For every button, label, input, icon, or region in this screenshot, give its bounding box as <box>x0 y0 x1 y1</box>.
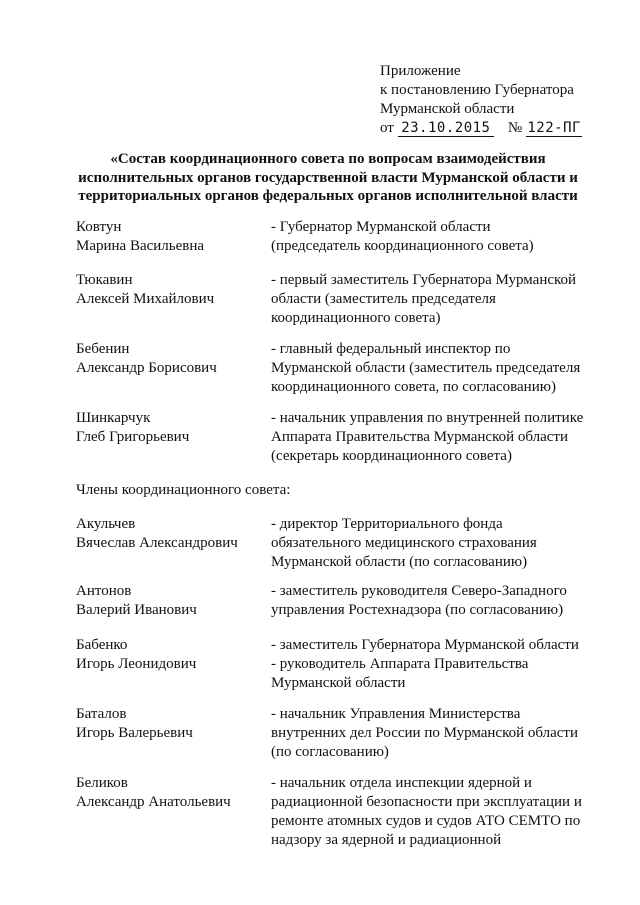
header-line-appendix: Приложение <box>380 63 461 79</box>
role-line: координационного совета) <box>271 310 441 326</box>
person-surname: Бабенко <box>76 637 128 653</box>
person-name <box>76 271 256 309</box>
role-line: управления Ростехнадзора (по согласованию) <box>271 602 564 618</box>
person-name <box>76 774 256 812</box>
role-line: координационного совета, по согласованию) <box>271 379 556 395</box>
person-name <box>76 636 256 674</box>
role-line: Мурманской области (по согласованию) <box>271 554 528 570</box>
members-heading: Члены координационного совета: <box>76 482 291 498</box>
person-given-name: Игорь Валерьевич <box>76 725 193 741</box>
person-role <box>271 340 616 397</box>
person-role <box>271 218 616 256</box>
role-line: (председатель координационного совета) <box>271 238 534 254</box>
role-line: ремонте атомных судов и судов АТО СЕМТО по <box>271 813 581 829</box>
role-line: радиационной безопасности при эксплуатации и <box>271 794 582 810</box>
role-line: надзору за ядерной и радиационной <box>271 832 502 848</box>
person-given-name: Марина Васильевна <box>76 238 205 254</box>
person-name <box>76 218 256 256</box>
role-line: обязательного медицинского страхования <box>271 535 537 551</box>
role-line: (секретарь координационного совета) <box>271 448 512 464</box>
role-line: Аппарата Правительства Мурманской области <box>271 429 569 445</box>
person-role <box>271 271 616 328</box>
person-role <box>271 515 616 572</box>
person-given-name: Валерий Иванович <box>76 602 197 618</box>
person-name <box>76 515 256 553</box>
person-surname: Беликов <box>76 775 128 791</box>
person-name <box>76 409 256 447</box>
role-line: - первый заместитель Губернатора Мурманской <box>271 272 577 288</box>
person-given-name: Глеб Григорьевич <box>76 429 190 445</box>
header-line-date-number <box>380 119 630 138</box>
person-name <box>76 582 256 620</box>
person-name <box>76 705 256 743</box>
role-line: - начальник отдела инспекции ядерной и <box>271 775 532 791</box>
person-surname: Антонов <box>76 583 132 599</box>
role-line: - начальник Управления Министерства <box>271 706 521 722</box>
person-surname: Бебенин <box>76 341 130 357</box>
person-surname: Акульчев <box>76 516 136 532</box>
person-given-name: Александр Анатольевич <box>76 794 231 810</box>
decree-number: 122-ПГ <box>527 120 581 136</box>
decree-date: 23.10.2015 <box>398 120 494 137</box>
header-line-region: Мурманской области <box>380 101 515 117</box>
role-line: - заместитель Губернатора Мурманской области <box>271 637 579 653</box>
title-line-3: территориальных органов федеральных органов исполнительной власти <box>78 188 578 204</box>
person-role <box>271 705 616 762</box>
person-surname: Ковтун <box>76 219 122 235</box>
role-line: Мурманской области (заместитель председателя <box>271 360 581 376</box>
appendix-header <box>380 62 630 138</box>
role-line: - заместитель руководителя Северо-Западного <box>271 583 567 599</box>
person-surname: Баталов <box>76 706 127 722</box>
role-line: - начальник управления по внутренней политике <box>271 410 584 426</box>
person-role <box>271 774 616 850</box>
person-role <box>271 409 616 466</box>
person-given-name: Александр Борисович <box>76 360 217 376</box>
person-surname: Шинкарчук <box>76 410 151 426</box>
title-line-1: «Состав координационного совета по вопросам взаимодействия <box>110 151 546 167</box>
role-line: - главный федеральный инспектор по <box>271 341 511 357</box>
role-line: (по согласованию) <box>271 744 389 760</box>
role-line: - Губернатор Мурманской области <box>271 219 491 235</box>
document-title <box>60 150 596 206</box>
person-role <box>271 582 616 620</box>
role-line: внутренних дел России по Мурманской области <box>271 725 579 741</box>
role-line: - руководитель Аппарата Правительства <box>271 656 529 672</box>
person-given-name: Алексей Михайлович <box>76 291 215 307</box>
role-line: области (заместитель председателя <box>271 291 496 307</box>
number-label: № <box>507 120 523 136</box>
person-given-name: Игорь Леонидович <box>76 656 197 672</box>
person-name <box>76 340 256 378</box>
role-line: Мурманской области <box>271 675 406 691</box>
title-line-2: исполнительных органов государственной власти Мурманской области и <box>78 169 578 186</box>
person-surname: Тюкавин <box>76 272 133 288</box>
person-role <box>271 636 616 693</box>
role-line: - директор Территориального фонда <box>271 516 503 532</box>
person-given-name: Вячеслав Александрович <box>76 535 238 551</box>
header-line-decree: к постановлению Губернатора <box>380 82 574 98</box>
date-prefix: от <box>380 120 394 136</box>
